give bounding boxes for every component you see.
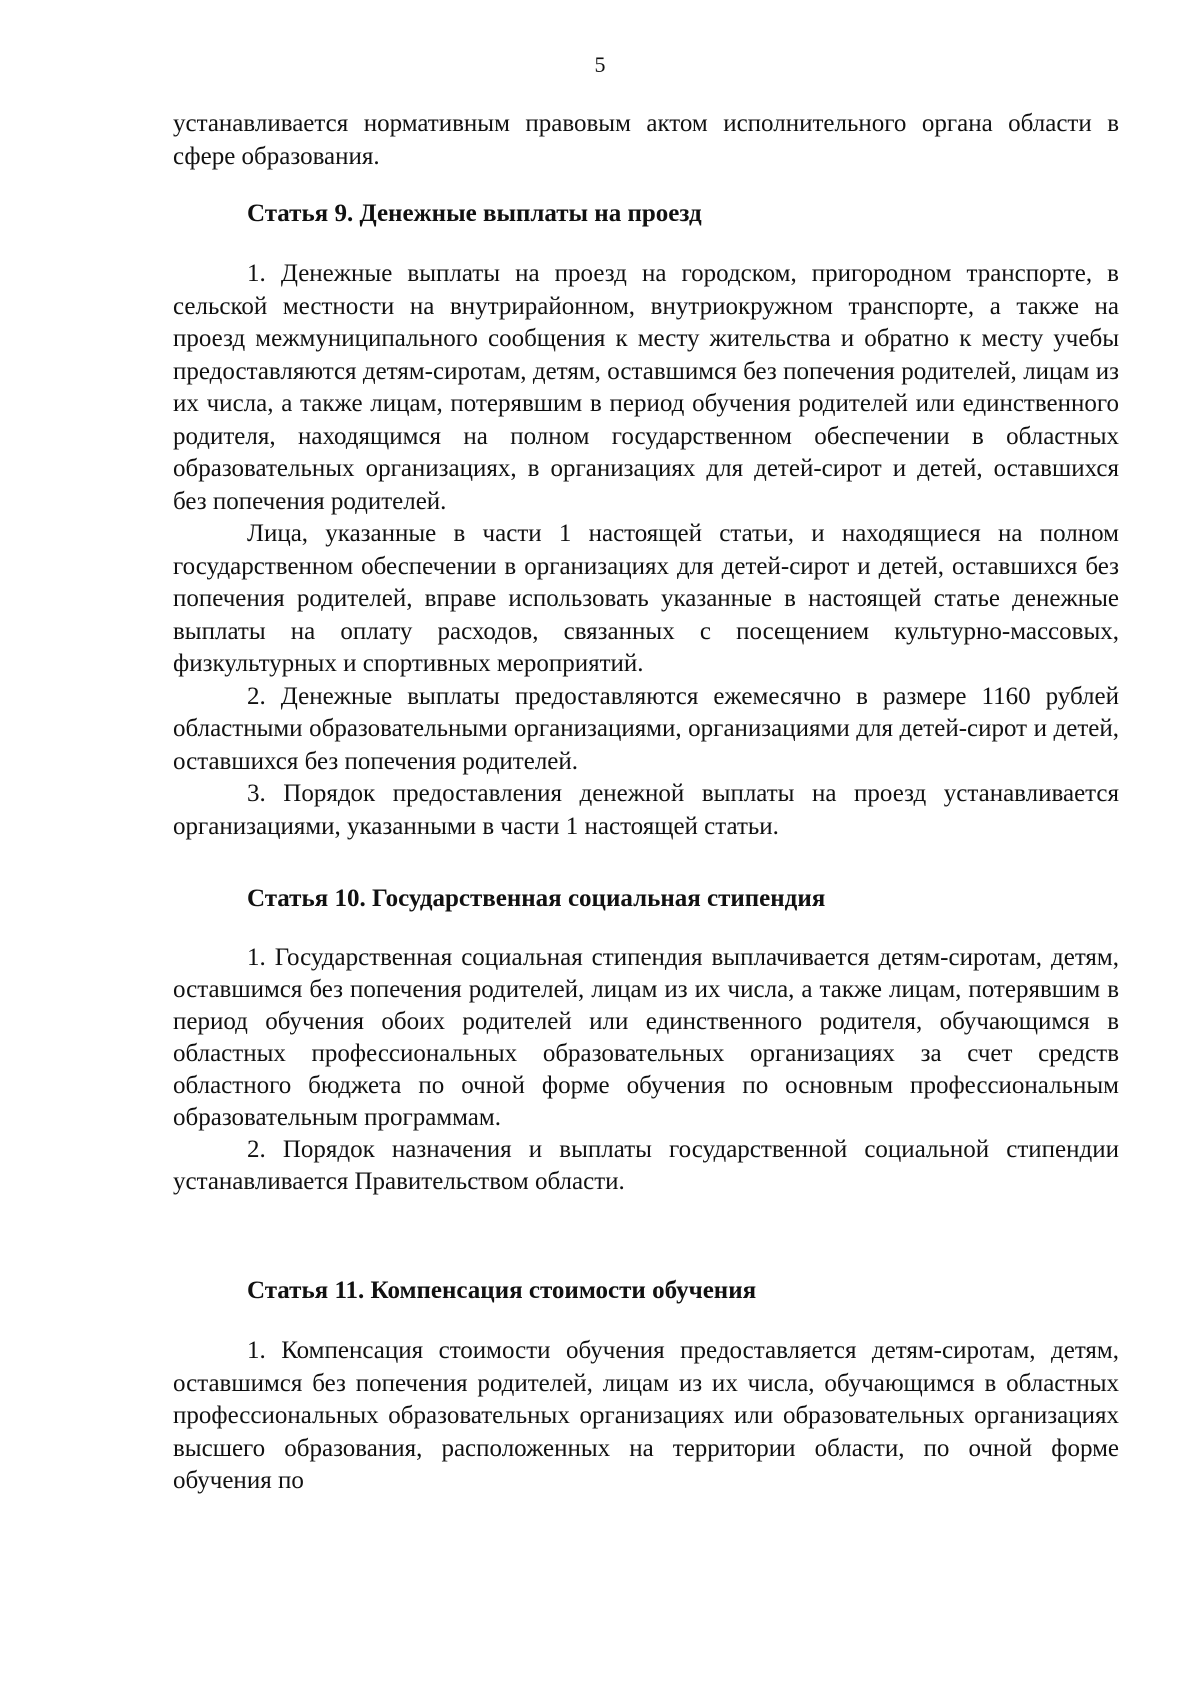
article-10-heading: Статья 10. Государственная социальная стипендия: [247, 885, 826, 912]
article-9-paragraph-3: 2. Денежные выплаты предоставляются ежемесячно в размере 1160 рублей областными образовательными организациями, организациями для детей-сирот и детей, оставшихся без попечения родителей.: [173, 682, 1119, 775]
article-10-paragraph-1: 1. Государственная социальная стипендия выплачивается детям-сиротам, детям, оставшимся без попечения родителей, лицам из их числа, а также лицам, потерявшим в период обучения обоих родителей или единственного родителя, обучающимся в областных профессиональных образовательных организациях за счет средств областного бюджета по очной форме обучения по основным профессиональным образовательным программам.: [173, 944, 1119, 1131]
article-9-paragraph-1: 1. Денежные выплаты на проезд на городском, пригородном транспорте, в сельской местности на внутрирайонном, внутриокружном транспорте, а также на проезд межмуниципального сообщения к месту жительства и обратно к месту учебы предоставляются детям-сиротам, детям, оставшимся без попечения родителей, лицам из их числа, а также лицам, потерявшим в период обучения родителей или единственного родителя, находящимся на полном государственном обеспечении в областных образовательных организациях, в организациях для детей-сирот и детей, оставшихся без попечения родителей.: [173, 260, 1119, 515]
article-11-body: [173, 1335, 1119, 1498]
intro-paragraph-block: [173, 108, 1119, 173]
page-number: 5: [594, 52, 606, 77]
article-10-paragraph-2: 2. Порядок назначения и выплаты государственной социальной стипендии устанавливается Правительством области.: [173, 1136, 1119, 1195]
article-11-paragraph-1: 1. Компенсация стоимости обучения предоставляется детям-сиротам, детям, оставшимся без попечения родителей, лицам из их числа, обучающимся в областных профессиональных образовательных организациях или образовательных организациях высшего образования, расположенных на территории области, по очной форме обучения по: [173, 1337, 1119, 1494]
article-9-heading: Статья 9. Денежные выплаты на проезд: [247, 200, 702, 227]
article-9-paragraph-2: Лица, указанные в части 1 настоящей статьи, и находящиеся на полном государственном обеспечении в организациях для детей-сирот и детей, оставшихся без попечения родителей, вправе использовать указанные в настоящей статье денежные выплаты на оплату расходов, связанных с посещением культурно-массовых, физкультурных и спортивных мероприятий.: [173, 520, 1119, 677]
intro-paragraph: устанавливается нормативным правовым актом исполнительного органа области в сфере образования.: [173, 110, 1119, 170]
article-10-body: [173, 942, 1119, 1198]
article-9-body: [173, 258, 1119, 843]
article-9-paragraph-4: 3. Порядок предоставления денежной выплаты на проезд устанавливается организациями, указанными в части 1 настоящей статьи.: [173, 780, 1119, 840]
article-11-heading: Статья 11. Компенсация стоимости обучения: [247, 1277, 757, 1304]
